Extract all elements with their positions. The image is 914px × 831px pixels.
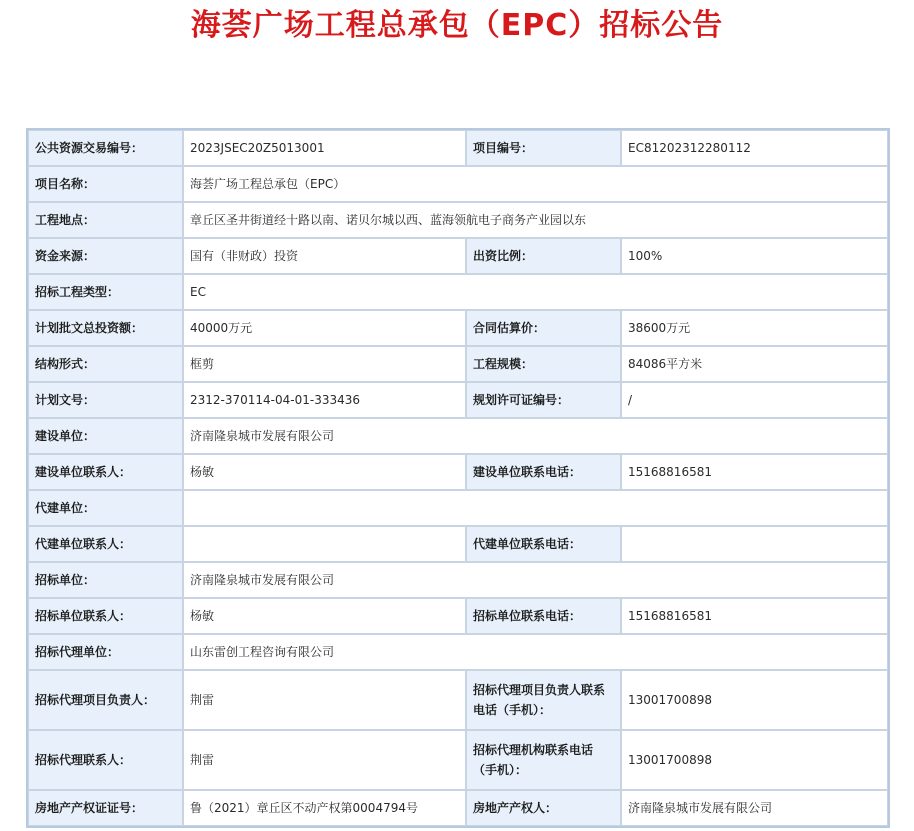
field-label: 招标代理项目负责人联系电话（手机）： [466,670,621,730]
field-label: 计划批文总投资额： [28,310,183,346]
field-value: 济南隆泉城市发展有限公司 [183,418,888,454]
field-value: 山东雷创工程咨询有限公司 [183,634,888,670]
field-label: 招标单位联系电话： [466,598,621,634]
field-value: 杨敏 [183,598,466,634]
field-label: 房地产产权人： [466,790,621,826]
field-label: 代建单位联系电话： [466,526,621,562]
field-value: 84086平方米 [621,346,888,382]
field-label: 结构形式： [28,346,183,382]
field-label: 招标代理机构联系电话（手机）： [466,730,621,790]
field-value: 40000万元 [183,310,466,346]
field-value: 荆雷 [183,730,466,790]
field-value: 15168816581 [621,598,888,634]
table-row [28,202,888,238]
field-value: 章丘区圣井街道经十路以南、诺贝尔城以西、蓝海领航电子商务产业园以东 [183,202,888,238]
field-label: 建设单位： [28,418,183,454]
field-label: 规划许可证编号： [466,382,621,418]
field-value: EC [183,274,888,310]
table-row [28,670,888,730]
field-value: 济南隆泉城市发展有限公司 [621,790,888,826]
field-value: 海荟广场工程总承包（EPC） [183,166,888,202]
table-row [28,418,888,454]
field-value: / [621,382,888,418]
info-table [26,128,890,828]
field-value: 13001700898 [621,730,888,790]
field-label: 计划文号： [28,382,183,418]
table-row [28,634,888,670]
field-value: 15168816581 [621,454,888,490]
field-value: 杨敏 [183,454,466,490]
field-value [183,526,466,562]
field-label: 招标单位： [28,562,183,598]
field-value: 济南隆泉城市发展有限公司 [183,562,888,598]
field-label: 招标代理项目负责人： [28,670,183,730]
field-label: 招标工程类型： [28,274,183,310]
field-value: 2023JSEC20Z5013001 [183,130,466,166]
table-row [28,346,888,382]
field-label: 招标单位联系人： [28,598,183,634]
table-row [28,730,888,790]
table-row [28,274,888,310]
field-value: 国有（非财政）投资 [183,238,466,274]
field-label: 房地产产权证证号： [28,790,183,826]
field-value: 13001700898 [621,670,888,730]
table-row [28,454,888,490]
field-label: 工程地点： [28,202,183,238]
field-value: 荆雷 [183,670,466,730]
field-value [183,490,888,526]
table-row [28,598,888,634]
table-row [28,382,888,418]
field-label: 建设单位联系电话： [466,454,621,490]
field-label: 招标代理联系人： [28,730,183,790]
field-value: 38600万元 [621,310,888,346]
field-label: 代建单位联系人： [28,526,183,562]
field-label: 项目编号： [466,130,621,166]
field-label: 资金来源： [28,238,183,274]
field-label: 工程规模： [466,346,621,382]
table-row [28,562,888,598]
field-label: 项目名称： [28,166,183,202]
field-value [621,526,888,562]
field-label: 合同估算价： [466,310,621,346]
field-label: 招标代理单位： [28,634,183,670]
table-row [28,490,888,526]
field-value: 鲁（2021）章丘区不动产权第0004794号 [183,790,466,826]
table-row [28,526,888,562]
field-label: 出资比例： [466,238,621,274]
field-value: 2312-370114-04-01-333436 [183,382,466,418]
page-title: 海荟广场工程总承包（EPC）招标公告 [190,8,724,43]
field-label: 公共资源交易编号： [28,130,183,166]
table-row [28,238,888,274]
table-row [28,130,888,166]
field-label: 代建单位： [28,490,183,526]
field-label: 建设单位联系人： [28,454,183,490]
table-row [28,166,888,202]
table-row [28,790,888,826]
field-value: 100% [621,238,888,274]
table-row [28,310,888,346]
field-value: EC81202312280112 [621,130,888,166]
field-value: 框剪 [183,346,466,382]
